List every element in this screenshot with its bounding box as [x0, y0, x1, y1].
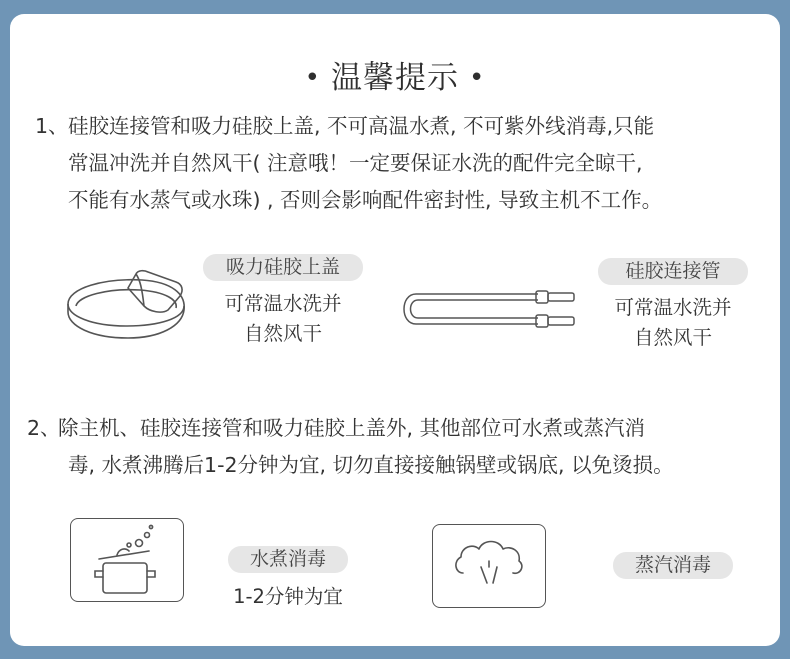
label-tube: 硅胶连接管: [598, 258, 748, 285]
caption-boil: 1-2分钟为宜: [233, 585, 343, 608]
caption-tube-line-2: 自然风干: [633, 326, 712, 349]
note-2-line-1: 除主机、硅胶连接管和吸力硅胶上盖外, 其他部位可水煮或蒸汽消: [58, 416, 646, 440]
suction-cap-icon: [64, 266, 194, 346]
label-steam: 蒸汽消毒: [613, 552, 733, 579]
tips-card: [10, 14, 780, 646]
note-1-line-3: 不能有水蒸气或水珠) , 否则会影响配件密封性, 导致主机不工作。: [68, 188, 663, 212]
note-2-number: 2、: [27, 416, 61, 440]
caption-tube: [598, 293, 748, 353]
caption-suction-cap: [203, 289, 363, 349]
boiling-pot-icon: [89, 523, 169, 597]
steam-icon: [453, 537, 525, 593]
note-2-line-2: 毒, 水煮沸腾后1-2分钟为宜, 切勿直接接触锅壁或锅底, 以免烫损。: [68, 453, 674, 477]
note-1-line-1: 硅胶连接管和吸力硅胶上盖, 不可高温水煮, 不可紫外线消毒,只能: [68, 114, 655, 138]
caption-tube-line-1: 可常温水洗并: [614, 296, 732, 319]
caption-suction-cap-line-1: 可常温水洗并: [224, 292, 342, 315]
page-title: [10, 52, 780, 97]
boiling-pot-box: [70, 518, 184, 602]
note-2: [27, 410, 770, 484]
note-1-number: 1、: [35, 114, 69, 138]
label-suction-cap: 吸力硅胶上盖: [203, 254, 363, 281]
steam-box: [432, 524, 546, 608]
note-1-line-2: 常温冲洗并自然风干( 注意哦！一定要保证水洗的配件完全晾干,: [68, 151, 643, 175]
title-dot-right: •: [469, 63, 486, 93]
note-1: [35, 108, 768, 219]
title-dot-left: •: [304, 63, 321, 93]
caption-suction-cap-line-2: 自然风干: [243, 322, 322, 345]
tube-icon: [398, 284, 578, 334]
label-boil: 水煮消毒: [228, 546, 348, 573]
title-text: 温馨提示: [331, 60, 459, 96]
